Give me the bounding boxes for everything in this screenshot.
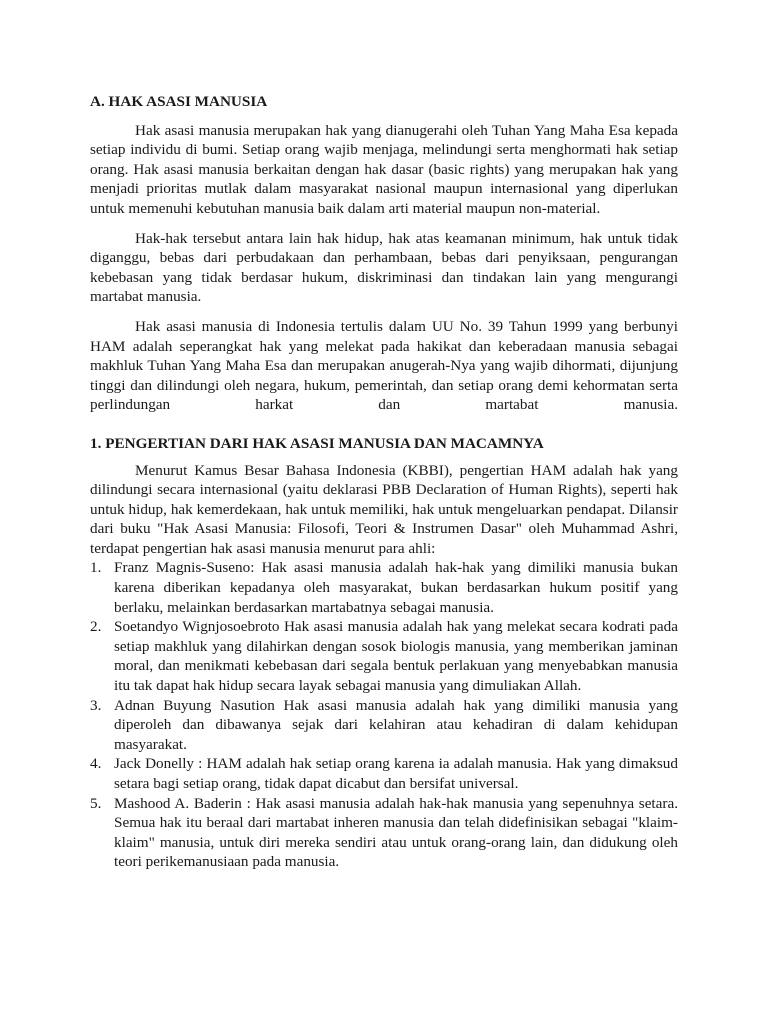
list-item [90, 794, 678, 872]
document-page [90, 92, 678, 872]
list-item-text: Jack Donelly : HAM adalah hak setiap orang karena ia adalah manusia. Hak yang dimaksud setara bagi setiap orang, tidak dapat dicabut dan bersifat universal. [114, 755, 678, 792]
list-item-number: 1. [90, 559, 102, 577]
section-a-paragraph-3: Hak asasi manusia di Indonesia tertulis dalam UU No. 39 Tahun 1999 yang berbunyi HAM adalah seperangkat hak yang melekat pada hakikat dan keberadaan manusia sebagai makhluk Tuhan Yang Maha Esa dan merupakan anugerah-Nya yang wajib dihormati, dijunjung tinggi dan dilindungi oleh negara, hukum, pemerintah, dan setiap orang demi kehormatan serta perlindungan harkat dan martabat manusia. [90, 317, 678, 414]
list-item-text: Mashood A. Baderin : Hak asasi manusia adalah hak-hak manusia yang sepenuhnya setara. Semua hak itu beraal dari martabat inheren manusia dan telah didefinisikan sebagai "klaim-klaim" manusia, untuk diri mereka sendiri atau untuk orang-orang lain, dan didukung oleh teori perikemanusiaan pada manusia. [114, 794, 678, 871]
list-item-text: Franz Magnis-Suseno: Hak asasi manusia adalah hak-hak yang dimiliki manusia bukan karena diberikan kepadanya oleh masyarakat, bukan berdasarkan hukum positif yang berlaku, melainkan berdasarkan martabatnya sebagai manusia. [114, 559, 678, 616]
list-item-number: 3. [90, 696, 102, 714]
list-item [90, 558, 678, 617]
list-item [90, 617, 678, 695]
section-1-heading: 1. PENGERTIAN DARI HAK ASASI MANUSIA DAN MACAMNYA [90, 434, 544, 452]
list-item-text: Adnan Buyung Nasution Hak asasi manusia adalah hak yang dimiliki manusia yang diperoleh dan dibawanya sejak dari kelahiran atau kehadiran di dalam kehidupan masyarakat. [114, 696, 678, 753]
list-item-text: Soetandyo Wignjosoebroto Hak asasi manusia adalah hak yang melekat secara kodrati pada setiap makhluk yang dilahirkan dengan sosok biologis manusia, yang memberikan jaminan moral, dan menikmati kebebasan dari segala bentuk perlakuan yang menyebabkan manusia itu tak dapat hak hidup secara layak sebagai manusia yang dimuliakan Allah. [114, 618, 678, 695]
section-1-intro: Menurut Kamus Besar Bahasa Indonesia (KBBI), pengertian HAM adalah hak yang dilindungi secara internasional (yaitu deklarasi PBB Declaration of Human Rights), seperti hak untuk hidup, hak kemerdekaan, hak untuk memiliki, hak untuk mengeluarkan pendapat. Dilansir dari buku "Hak Asasi Manusia: Filosofi, Teori & Instrumen Dasar" oleh Muhammad Ashri, terdapat pengertian hak asasi manusia menurut para ahli: [90, 461, 678, 557]
expert-definitions-list [90, 558, 678, 872]
list-item [90, 696, 678, 755]
section-a-paragraph-1: Hak asasi manusia merupakan hak yang dianugerahi oleh Tuhan Yang Maha Esa kepada setiap individu di bumi. Setiap orang wajib menjaga, melindungi serta menghormati hak setiap orang. Hak asasi manusia berkaitan dengan hak dasar (basic rights) yang merupakan hak yang menjadi prioritas mutlak dalam masyarakat nasional maupun internasional yang diperlukan untuk memenuhi kebutuhan manusia baik dalam arti material maupun non-material. [90, 121, 678, 217]
list-item-number: 4. [90, 755, 102, 773]
list-item-number: 5. [90, 794, 102, 812]
section-a-paragraph-2: Hak-hak tersebut antara lain hak hidup, hak atas keamanan minimum, hak untuk tidak diganggu, bebas dari perbudakaan dan perhambaan, bebas dari penyiksaan, pengurangan kebebasan yang tidak berdasar hukum, diskriminasi dan tindakan lain yang mengurangi martabat manusia. [90, 229, 678, 306]
section-a-heading: A. HAK ASASI MANUSIA [90, 93, 268, 110]
list-item-number: 2. [90, 618, 102, 636]
list-item [90, 754, 678, 793]
